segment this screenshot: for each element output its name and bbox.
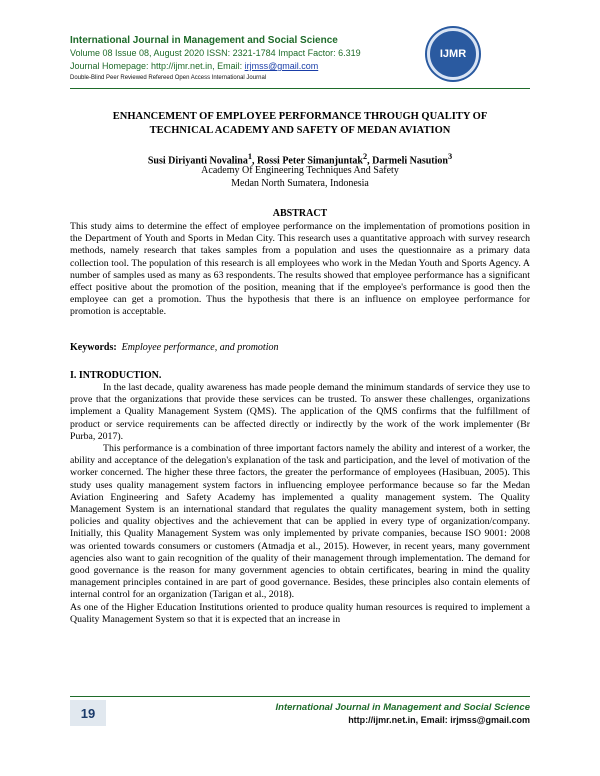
header-divider	[70, 88, 530, 89]
email-link[interactable]: irjmss@gmail.com	[244, 61, 319, 71]
abstract-heading: ABSTRACT	[272, 208, 328, 219]
author-2: Rossi Peter Simanjuntak	[257, 155, 363, 167]
affiliation	[70, 164, 530, 190]
author-3-affil: 3	[447, 152, 453, 161]
keywords	[70, 342, 530, 354]
journal-logo: IJMR	[427, 28, 479, 80]
author-3: Darmeli Nasution	[372, 155, 448, 167]
paragraph: In the last decade, quality awareness has made people demand the minimum standards of service they use to prove that the organizations that provide these services can be trusted. To answer these challenges, organizations implement a Quality Management System (QMS). The application of the QMS confirms that the fulfillment of product or service requirements can be affected directly or indirectly by the work of the work implementer (Br Purba, 2017).	[70, 382, 530, 442]
footer-homepage: http://ijmr.net.in, Email: irjmss@gmail.com	[348, 715, 530, 725]
title-line-2: TECHNICAL ACADEMY AND SAFETY OF MEDAN AVIATION	[149, 125, 451, 136]
title-line-1: ENHANCEMENT OF EMPLOYEE PERFORMANCE THROUGH QUALITY OF	[112, 111, 488, 122]
homepage-line	[70, 60, 361, 73]
abstract-text: This study aims to determine the effect of employee performance on the implementation of promotions position in the Department of Youth and Sports in Medan City. This research uses a quantitative approach with survey research methods, namely research that takes samples from a population and uses the questionnaire as a primary data collection tool. The population of this research is all employees who work in the Medan Youth and Sports Agency. A number of samples used as many as 63 respondents. The results showed that employee performance has a significant effect positive about the promotion of the position, meaning that if the employee's performance is good then the employee can get a promotion. Thus the hypothesis that there is an influence on employee performance for promotion is acceptable.	[70, 221, 530, 318]
footer-divider	[70, 696, 530, 697]
author-1-affil: 1	[247, 152, 253, 161]
keywords-text: Employee performance, and promotion	[121, 342, 279, 353]
author-1: Susi Diriyanti Novalina	[147, 155, 248, 167]
body-text	[70, 382, 530, 626]
author-sep: ,	[367, 155, 373, 167]
footer-journal-name: International Journal in Management and Social Science	[275, 702, 530, 713]
author-2-affil: 2	[362, 152, 368, 161]
section-heading: I. INTRODUCTION.	[70, 370, 162, 381]
volume-line: Volume 08 Issue 08, August 2020 ISSN: 2321-1784 Impact Factor: 6.319	[70, 48, 361, 58]
double-blind-line: Double-Blind Peer Reviewed Refereed Open Access International Journal	[70, 75, 267, 81]
keywords-label: Keywords:	[70, 342, 117, 353]
paragraph: As one of the Higher Education Institutions oriented to produce quality human resources is required to implement a Quality Management System so that it is expected that an increase in	[70, 601, 530, 625]
homepage-prefix: Journal Homepage: http://ijmr.net.in, Email:	[70, 61, 245, 71]
paper-title	[70, 110, 530, 138]
journal-name: International Journal in Management and Social Science	[70, 35, 338, 46]
page-number: 19	[70, 700, 106, 726]
paragraph: This performance is a combination of three important factors namely the ability and interest of a worker, the ability and acceptance of the delegation's explanation of the task and participation, and the level of motivation of the worker concerned. The higher these three factors, the greater the performance of employees (Hasibuan, 2005). This study uses quality management system factors in influencing employee performance because so far the Medan Aviation Engineering and Safety Academy has implemented a quality management system. The Quality Management System is an international standard that regulates the quality management system, both in setting policies and quality objectives and the achievement that can be applied in every type of organization/company. Initially, this Quality Management System was only implemented by private companies, because ISO 9001: 2008 was oriented towards consumers or customers (Atmadja et al., 2015). However, in recent years, many government agencies also want to gain recognition of the quality of their management through implementation. The demand for good governance is the reason for many government agencies to obtain certificates, bearing in mind the quality management principles contained in are part of good governance. Besides, these principles also contain elements of internal control for an organization (Tarigan et al., 2018).	[70, 443, 530, 601]
affiliation-line-1: Academy Of Engineering Techniques And Safety	[201, 165, 399, 176]
footer-info	[276, 702, 530, 726]
affiliation-line-2: Medan North Sumatera, Indonesia	[231, 178, 369, 189]
author-sep: ,	[252, 155, 258, 167]
journal-header	[70, 34, 361, 84]
